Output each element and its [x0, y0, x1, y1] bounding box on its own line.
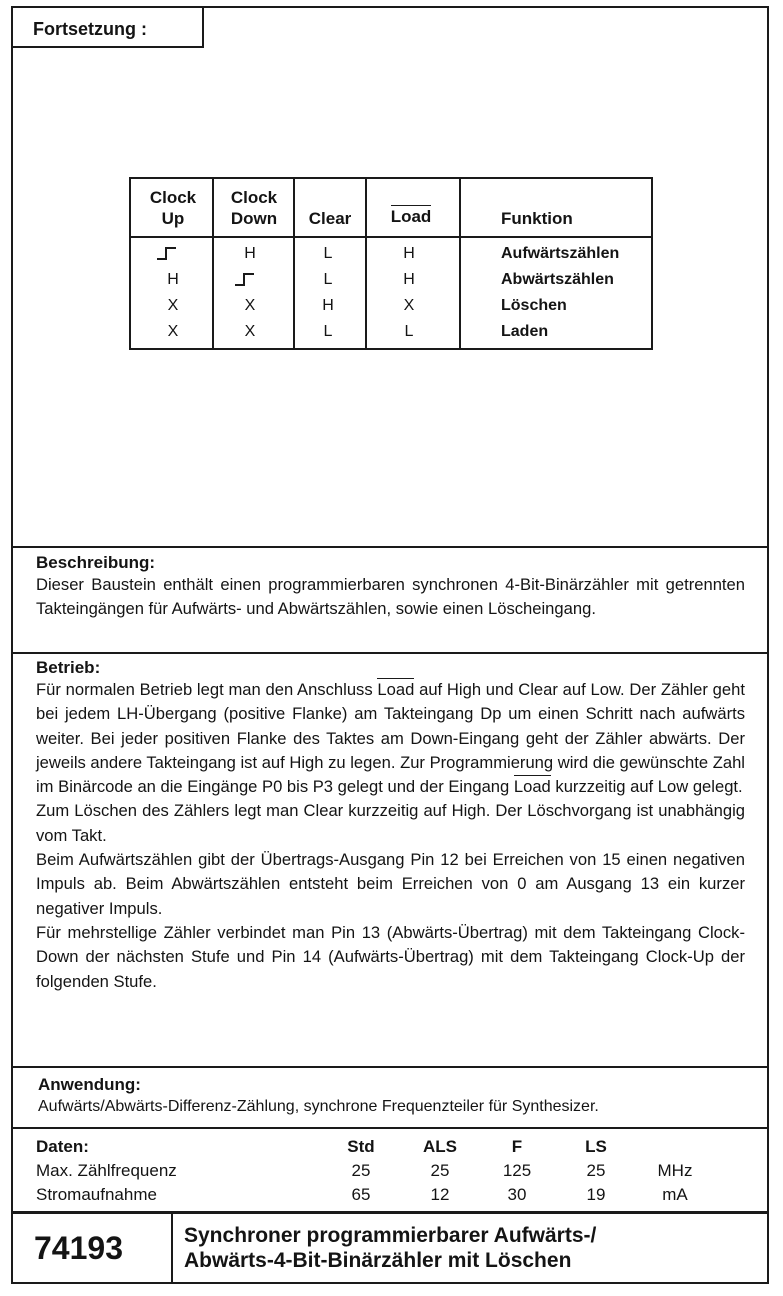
col-divider — [293, 179, 295, 348]
cell-load-1: H — [403, 245, 415, 262]
anwendung-text: Aufwärts/Abwärts-Differenz-Zählung, synchrone Frequenzteiler für Synthesizer. — [38, 1098, 599, 1115]
chip-number: 74193 — [34, 1230, 123, 1266]
cell-clear-1: L — [323, 245, 333, 262]
load-signal: Load — [513, 777, 551, 797]
cell-fn-4: Laden — [501, 323, 549, 340]
anwendung-section — [13, 1075, 767, 1119]
header-funktion: Funktion — [501, 209, 573, 228]
chip-title: Synchroner programmierbarer Aufwärts-/ Abwärts-4-Bit-Binärzähler mit Löschen — [184, 1224, 597, 1272]
value: 19 — [586, 1185, 606, 1204]
cell-clear-2: L — [323, 271, 333, 288]
header-clock-up: Clock Up — [149, 188, 197, 228]
truth-table — [129, 177, 653, 350]
rising-edge-icon — [157, 246, 177, 260]
value: 25 — [430, 1161, 450, 1180]
cell-down-1: H — [244, 245, 256, 262]
col-std: Std — [347, 1137, 375, 1156]
beschreibung-section — [13, 553, 767, 622]
beschreibung-text: Dieser Baustein enthält einen programmierbaren synchronen 4-Bit-Binärzähler mit getrennten Takteingängen für Aufwärts- und Abwärtszählen, sowie einen Löscheingang. — [36, 575, 745, 619]
col-divider — [212, 179, 214, 348]
value: 25 — [586, 1161, 606, 1180]
betrieb-paragraph-4: Für mehrstellige Zähler verbindet man Pin 13 (Abwärts-Übertrag) mit dem Takteingang Clock-Down der nächsten Stufe und Pin 14 (Aufwärts-Übertrag) mit dem Takteingang Clock-Up der folgenden Stufe. — [36, 922, 745, 991]
cell-load-4: L — [404, 323, 414, 340]
unit: mA — [662, 1185, 688, 1204]
cell-fn-1: Aufwärtszählen — [501, 245, 620, 262]
value: 25 — [351, 1161, 371, 1180]
unit: MHz — [657, 1161, 693, 1180]
value: 12 — [430, 1185, 450, 1204]
col-ls: LS — [585, 1137, 607, 1156]
divider — [13, 1066, 767, 1068]
col-divider — [459, 179, 461, 348]
betrieb-section — [13, 658, 767, 994]
betrieb-paragraph-1: Für normalen Betrieb legt man den Anschluss Load auf High und Clear auf Low. Der Zähler geht bei jedem LH-Übergang (positive Flanke) am Takteingang Dp um einen Schritt nach aufwärts weiter. Bei jeder positiven Flanke des Taktes am Down-Eingang geht der Zähler abwärts. Der jeweils andere Takteingang ist auf High zu legen. Zur Programmierung wird die gewünschte Zahl im Binärcode an die Eingänge P0 bis P3 gelegt und der Eingang Load kurzzeitig auf Low gelegt. — [36, 680, 745, 797]
betrieb-paragraph-3: Beim Aufwärtszählen gibt der Übertrags-Ausgang Pin 12 bei Erreichen von 15 einen negativen Impuls ab. Beim Abwärtszählen entsteht beim Erreichen von 0 am Ausgang 13 ein kurzer negativer Impuls. — [36, 850, 745, 918]
divider — [13, 1211, 767, 1214]
header-load: Load — [390, 207, 432, 226]
daten-title: Daten: — [36, 1137, 89, 1156]
cell-up-4: X — [167, 323, 179, 340]
value: 30 — [507, 1185, 527, 1204]
beschreibung-title: Beschreibung: — [36, 553, 156, 572]
header-clock-down: Clock Down — [230, 188, 278, 228]
divider — [13, 546, 767, 548]
cell-load-3: X — [403, 297, 415, 314]
divider — [13, 652, 767, 654]
cell-load-2: H — [403, 271, 415, 288]
header-clear: Clear — [308, 209, 352, 228]
load-signal: Load — [377, 680, 415, 699]
continuation-label: Fortsetzung : — [11, 6, 204, 48]
cell-fn-3: Löschen — [501, 297, 567, 314]
betrieb-paragraph-2: Zum Löschen des Zählers legt man Clear kurzzeitig auf High. Der Löschvorgang ist unabhängig vom Takt. — [36, 801, 745, 845]
cell-fn-2: Abwärtszählen — [501, 271, 614, 288]
cell-up-2: H — [167, 271, 179, 288]
cell-down-3: X — [244, 297, 256, 314]
cell-clear-4: L — [323, 323, 333, 340]
col-als: ALS — [423, 1137, 457, 1156]
anwendung-title: Anwendung: — [38, 1075, 141, 1094]
betrieb-title: Betrieb: — [36, 658, 101, 677]
row-label-current: Stromaufnahme — [36, 1185, 157, 1204]
rising-edge-icon — [235, 272, 255, 286]
cell-up-3: X — [167, 297, 179, 314]
cell-down-4: X — [244, 323, 256, 340]
value: 65 — [351, 1185, 371, 1204]
col-divider — [365, 179, 367, 348]
divider — [13, 1127, 767, 1129]
footer-divider — [171, 1212, 173, 1284]
value: 125 — [502, 1161, 532, 1180]
row-label-freq: Max. Zählfrequenz — [36, 1161, 177, 1180]
col-f: F — [511, 1137, 523, 1156]
cell-clear-3: H — [322, 297, 334, 314]
